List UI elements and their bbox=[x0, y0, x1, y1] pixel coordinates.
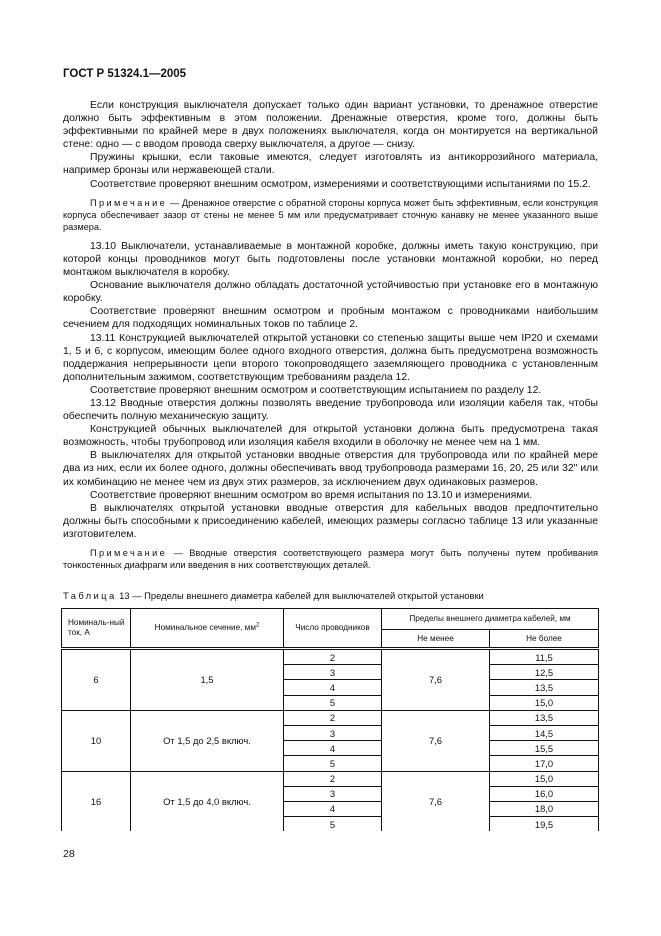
cable-diameter-table bbox=[61, 608, 599, 831]
cell-rated-current: 16 bbox=[62, 771, 131, 831]
cell-conductors: 4 bbox=[284, 801, 382, 816]
cell-conductors: 4 bbox=[284, 741, 382, 756]
table-row bbox=[62, 710, 599, 725]
note-text: — Дренажное отверстие с обратной стороны корпуса может быть эффективным, если конструкция корпуса обеспечивает зазор от стены не менее 5 мм или предусматривает сточную канавку не менее указанного выше размера. bbox=[63, 197, 598, 233]
cell-conductors: 2 bbox=[284, 710, 382, 725]
note-text: — Вводные отверстия соответствующего размера могут быть получены путем пробивания тонкостенных диафрагм или введения в них соответствующих деталей. bbox=[63, 548, 598, 571]
paragraph: Если конструкция выключателя допускает только один вариант установки, то дренажное отверстие должно быть эффективным в этом положении. Дренажные отверстия, кроме того, должны быть эффективными по крайней мере в двух положениях выключателя, когда он монтируется на вертикальной стене: одно — с вводом провода сверху выключателя, а другое — снизу. bbox=[63, 100, 598, 151]
cell-conductors: 5 bbox=[284, 695, 382, 710]
cell-conductors: 3 bbox=[284, 786, 382, 801]
clause-13-12: 13.12 Вводные отверстия должны позволять введение трубопровода или изоляции кабеля так, чтобы обеспечить полную механическую защиту. bbox=[63, 398, 598, 423]
table-caption-label: Таблица bbox=[63, 590, 117, 601]
cell-max-diameter: 19,5 bbox=[490, 817, 599, 832]
header-conductors: Число проводников bbox=[284, 609, 382, 649]
cell-conductors: 5 bbox=[284, 756, 382, 771]
cell-max-diameter: 13,5 bbox=[490, 680, 599, 695]
header-cross-section-sup: 2 bbox=[256, 622, 260, 629]
table-row bbox=[62, 771, 599, 786]
cell-max-diameter: 17,0 bbox=[490, 756, 599, 771]
cell-max-diameter: 11,5 bbox=[490, 649, 599, 665]
cell-min-diameter: 7,6 bbox=[382, 649, 490, 711]
header-max: Не более bbox=[490, 630, 599, 649]
note-paragraph bbox=[63, 197, 598, 234]
cell-cross-section: От 1,5 до 2,5 включ. bbox=[131, 710, 284, 771]
cell-max-diameter: 15,0 bbox=[490, 771, 599, 786]
paragraph: Соответствие проверяют внешним осмотром во время испытания по 13.10 и измерениями. bbox=[90, 489, 533, 501]
header-cross-section-text: Номинальное сечение, мм bbox=[154, 623, 256, 632]
paragraph: Соответствие проверяют внешним осмотром и соответствующим испытанием по разделу 12. bbox=[90, 384, 542, 396]
cell-conductors: 5 bbox=[284, 817, 382, 832]
cell-min-diameter: 7,6 bbox=[382, 710, 490, 771]
paragraph: Соответствие проверяют внешним осмотром, измерениями и соответствующими испытаниями по 15.2. bbox=[90, 178, 591, 190]
page-number: 28 bbox=[63, 848, 75, 860]
cell-conductors: 2 bbox=[284, 649, 382, 665]
cell-max-diameter: 15,5 bbox=[490, 741, 599, 756]
cell-rated-current: 10 bbox=[62, 710, 131, 771]
document-header-standard-number: ГОСТ Р 51324.1—2005 bbox=[63, 68, 187, 80]
cell-cross-section: От 1,5 до 4,0 включ. bbox=[131, 771, 284, 831]
header-min: Не менее bbox=[382, 630, 490, 649]
cell-max-diameter: 16,0 bbox=[490, 786, 599, 801]
note-label: Примечание bbox=[90, 197, 168, 208]
clause-13-10: 13.10 Выключатели, устанавливаемые в монтажной коробке, должны иметь такую конструкцию, при которой концы проводников могут быть подготовлены после установки монтажной коробки, но перед монтажом выключателя в коробку. bbox=[63, 240, 598, 279]
table-caption-title: 13 — Пределы внешнего диаметра кабелей для выключателей открытой установки bbox=[116, 590, 484, 601]
cell-min-diameter: 7,6 bbox=[382, 771, 490, 831]
cell-conductors: 3 bbox=[284, 725, 382, 740]
cell-max-diameter: 18,0 bbox=[490, 801, 599, 816]
table-caption bbox=[63, 590, 484, 601]
cell-max-diameter: 14,5 bbox=[490, 725, 599, 740]
cell-max-diameter: 12,5 bbox=[490, 665, 599, 680]
cell-rated-current: 6 bbox=[62, 649, 131, 711]
paragraph: Пружины крышки, если таковые имеются, следует изготовлять из антикоррозийного материала, например бронзы или нержавеющей стали. bbox=[63, 152, 598, 177]
paragraph: Конструкцией обычных выключателей для открытой установки должна быть предусмотрена такая возможность, чтобы трубопровод или изоляция кабеля входили в оболочку не менее чем на 1 мм. bbox=[63, 424, 598, 449]
table-row bbox=[62, 649, 599, 665]
header-rated-current: Номиналь-ный ток, А bbox=[62, 609, 131, 649]
cell-max-diameter: 15,0 bbox=[490, 695, 599, 710]
paragraph: В выключателях для открытой установки вводные отверстия для трубопровода или по крайней мере два из них, если их более одного, должны обеспечивать ввод трубопровода размерами 16, 20, 25 или 32" или их комбинацию не менее чем из двух этих размеров, за исключением двух одинаковых размеров. bbox=[63, 450, 598, 488]
note-paragraph bbox=[63, 547, 598, 572]
paragraph: Соответствие проверяют внешним осмотром и пробным монтажом с проводниками наибольшим сечением для подходящих номинальных токов по таблице 2. bbox=[63, 306, 598, 331]
cell-conductors: 2 bbox=[284, 771, 382, 786]
paragraph: В выключателях открытой установки вводные отверстия для кабельных вводов предпочтительно должны быть способными к присоединению кабелей, имеющих размеры согласно таблице 13 или указанные изготовителем. bbox=[63, 502, 598, 540]
note-label: Примечание bbox=[90, 548, 168, 559]
header-cross-section bbox=[131, 609, 284, 649]
cell-cross-section: 1,5 bbox=[131, 649, 284, 711]
body-text bbox=[63, 99, 598, 578]
clause-13-11: 13.11 Конструкцией выключателей открытой установки со степенью защиты выше чем IP20 и схемами 1, 5 и 6, с корпусом, имеющим более одного входного отверстия, должна быть предусмотрена возможность поддержания непрерывности цепи второго токопроводящего заземляющего проводника с установленным дополнительным зажимом, соответствующим требованиям раздела 12. bbox=[63, 332, 598, 383]
cell-conductors: 4 bbox=[284, 680, 382, 695]
cell-conductors: 3 bbox=[284, 665, 382, 680]
cell-max-diameter: 13,5 bbox=[490, 710, 599, 725]
header-diameter-limits: Пределы внешнего диаметра кабелей, мм bbox=[382, 609, 599, 630]
paragraph: Основание выключателя должно обладать достаточной устойчивостью при установке его в монтажную коробку. bbox=[63, 280, 598, 305]
